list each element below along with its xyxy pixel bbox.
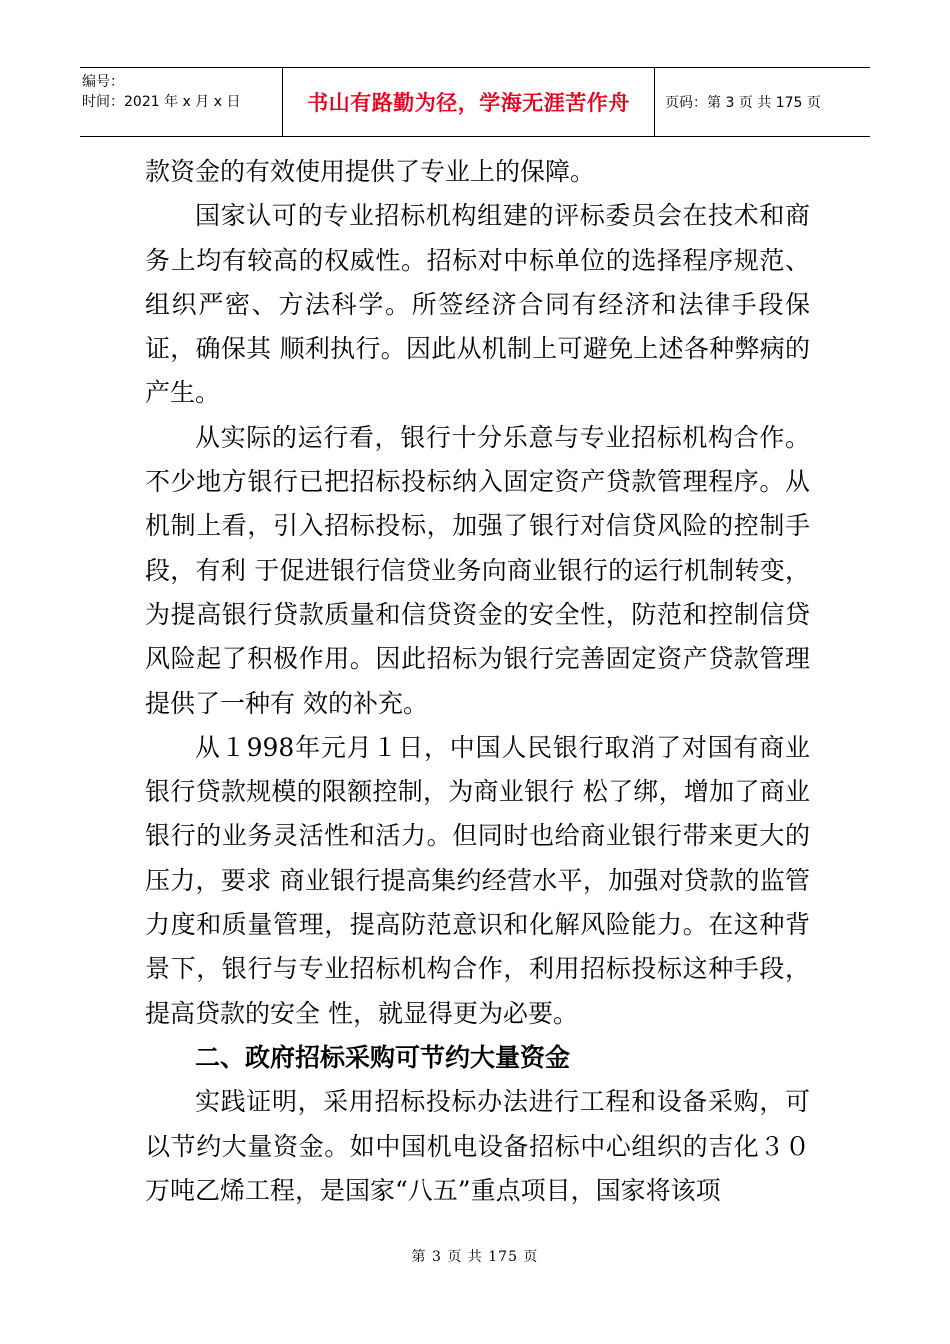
paragraph: 实践证明，采用招标投标办法进行工程和设备采购，可以节约大量资金。如中国机电设备招标中心组织的吉化３０万吨乙烯工程，是国家“八五”重点项目，国家将该项	[145, 1087, 810, 1205]
document-number-label: 编号：	[82, 74, 124, 90]
paragraph-continued: 款资金的有效使用提供了专业上的保障。	[145, 157, 596, 186]
header-page-info: 页码：第 3 页 共 175 页	[665, 95, 821, 111]
header-motto: 书山有路勤为径，学海无涯苦作舟	[283, 68, 655, 136]
section-heading: 二、政府招标采购可节约大量资金	[195, 1042, 571, 1072]
page-header	[80, 67, 870, 137]
paragraph: 从实际的运行看，银行十分乐意与专业招标机构合作。不少地方银行已把招标投标纳入固定资产贷款管理程序。从机制上看，引入招标投标，加强了银行对信贷风险的控制手段，有利 于促进银行信贷业务向商业银行的运行机制转变，为提高银行贷款质量和信贷资金的安全性，防范和控制信贷风险起了积极作用。因此招标为银行完善固定资产贷款管理提供了一种有 效的补充。	[145, 422, 810, 718]
paragraph: 国家认可的专业招标机构组建的评标委员会在技术和商务上均有较高的权威性。招标对中标单位的选择程序规范、组织严密、方法科学。所签经济合同有经济和法律手段保证，确保其 顺利执行。因此从机制上可避免上述各种弊病的产生。	[145, 201, 810, 408]
page-footer: 第 3 页 共 175 页	[411, 1249, 539, 1265]
header-meta	[80, 68, 283, 136]
document-time-label: 时间：2021 年 x 月 x 日	[82, 94, 241, 110]
paragraph: 从１998年元月１日，中国人民银行取消了对国有商业银行贷款规模的限额控制，为商业银行 松了绑，增加了商业银行的业务灵活性和活力。但同时也给商业银行带来更大的压力，要求 商业银行提高集约经营水平，加强对贷款的监管力度和质量管理，提高防范意识和化解风险能力。在这种背景下，银行与专业招标机构合作，利用招标投标这种手段，提高贷款的安全 性，就显得更为必要。	[145, 732, 810, 1028]
document-body	[145, 150, 810, 1213]
